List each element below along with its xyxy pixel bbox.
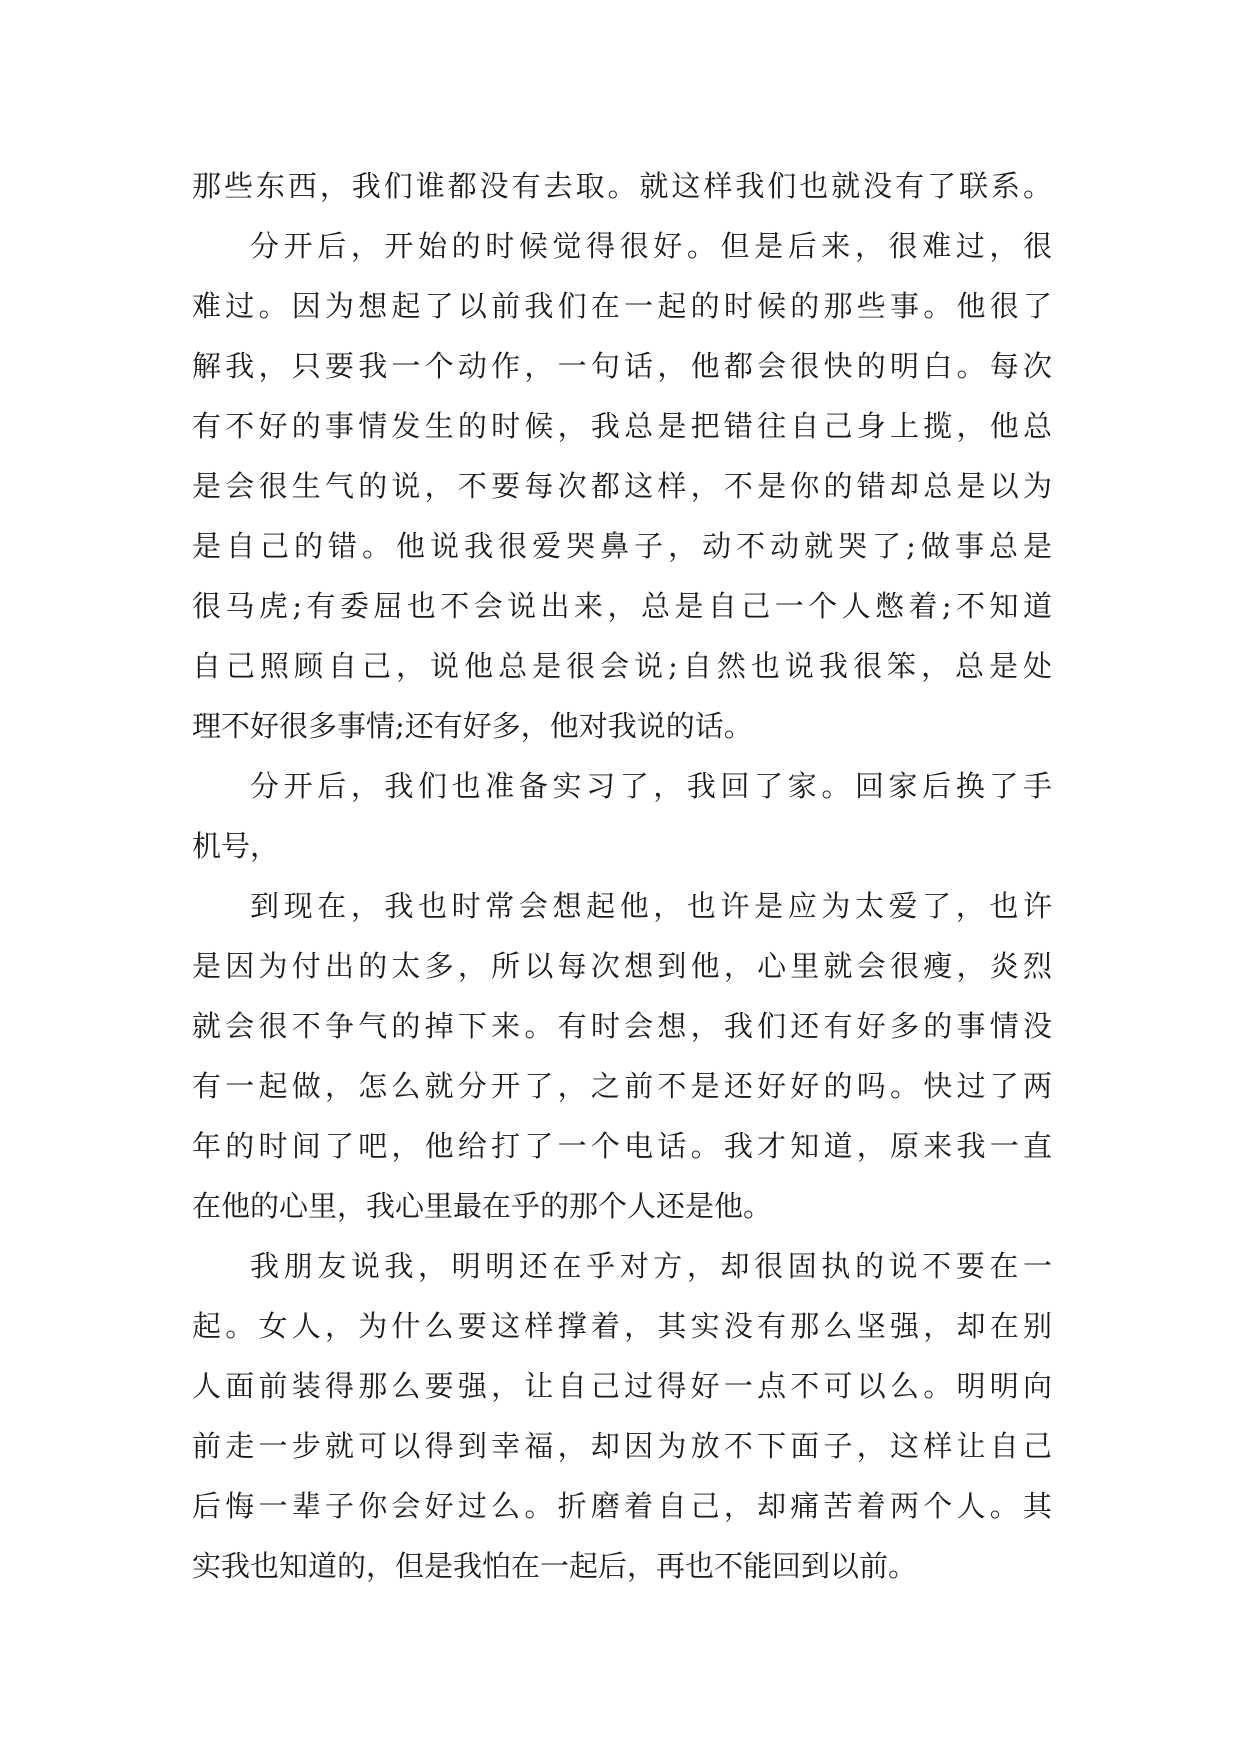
text-line: 分开后，开始的时候觉得很好。但是后来，很难过，很 bbox=[250, 229, 1052, 263]
text-line: 理不好很多事情;还有好多，他对我说的话。 bbox=[192, 709, 753, 743]
text-line: 人面前装得那么要强，让自己过得好一点不可以么。明明向 bbox=[192, 1369, 1052, 1403]
text-line: 那些东西，我们谁都没有去取。就这样我们也就没有了联系。 bbox=[192, 169, 1052, 203]
text-line: 解我，只要我一个动作，一句话，他都会很快的明白。每次 bbox=[192, 349, 1052, 383]
text-line: 机号， bbox=[192, 829, 280, 863]
text-line: 难过。因为想起了以前我们在一起的时候的那些事。他很了 bbox=[192, 289, 1052, 323]
text-line: 很马虎;有委屈也不会说出来，总是自己一个人憋着;不知道 bbox=[192, 589, 1052, 623]
text-line: 年的时间了吧，他给打了一个电话。我才知道，原来我一直 bbox=[192, 1129, 1052, 1163]
text-line: 实我也知道的，但是我怕在一起后，再也不能回到以前。 bbox=[192, 1549, 918, 1583]
text-line: 自己照顾自己，说他总是很会说;自然也说我很笨，总是处 bbox=[192, 649, 1052, 683]
text-line: 是会很生气的说，不要每次都这样，不是你的错却总是以为 bbox=[192, 469, 1052, 503]
text-line: 有一起做，怎么就分开了，之前不是还好好的吗。快过了两 bbox=[192, 1069, 1052, 1103]
text-line: 到现在，我也时常会想起他，也许是应为太爱了，也许 bbox=[250, 889, 1052, 923]
text-line: 前走一步就可以得到幸福，却因为放不下面子，这样让自己 bbox=[192, 1429, 1052, 1463]
text-line: 就会很不争气的掉下来。有时会想，我们还有好多的事情没 bbox=[192, 1009, 1052, 1043]
text-line: 起。女人，为什么要这样撑着，其实没有那么坚强，却在别 bbox=[192, 1309, 1052, 1343]
text-line: 后悔一辈子你会好过么。折磨着自己，却痛苦着两个人。其 bbox=[192, 1489, 1052, 1523]
text-line: 分开后，我们也准备实习了，我回了家。回家后换了手 bbox=[250, 769, 1052, 803]
text-line: 是自己的错。他说我很爱哭鼻子，动不动就哭了;做事总是 bbox=[192, 529, 1052, 563]
body-text bbox=[192, 156, 1052, 1596]
text-line: 是因为付出的太多，所以每次想到他，心里就会很瘦，炎烈 bbox=[192, 949, 1052, 983]
text-line: 在他的心里，我心里最在乎的那个人还是他。 bbox=[192, 1189, 773, 1223]
text-line: 有不好的事情发生的时候，我总是把错往自己身上揽，他总 bbox=[192, 409, 1052, 443]
text-line: 我朋友说我，明明还在乎对方，却很固执的说不要在一 bbox=[250, 1249, 1052, 1283]
